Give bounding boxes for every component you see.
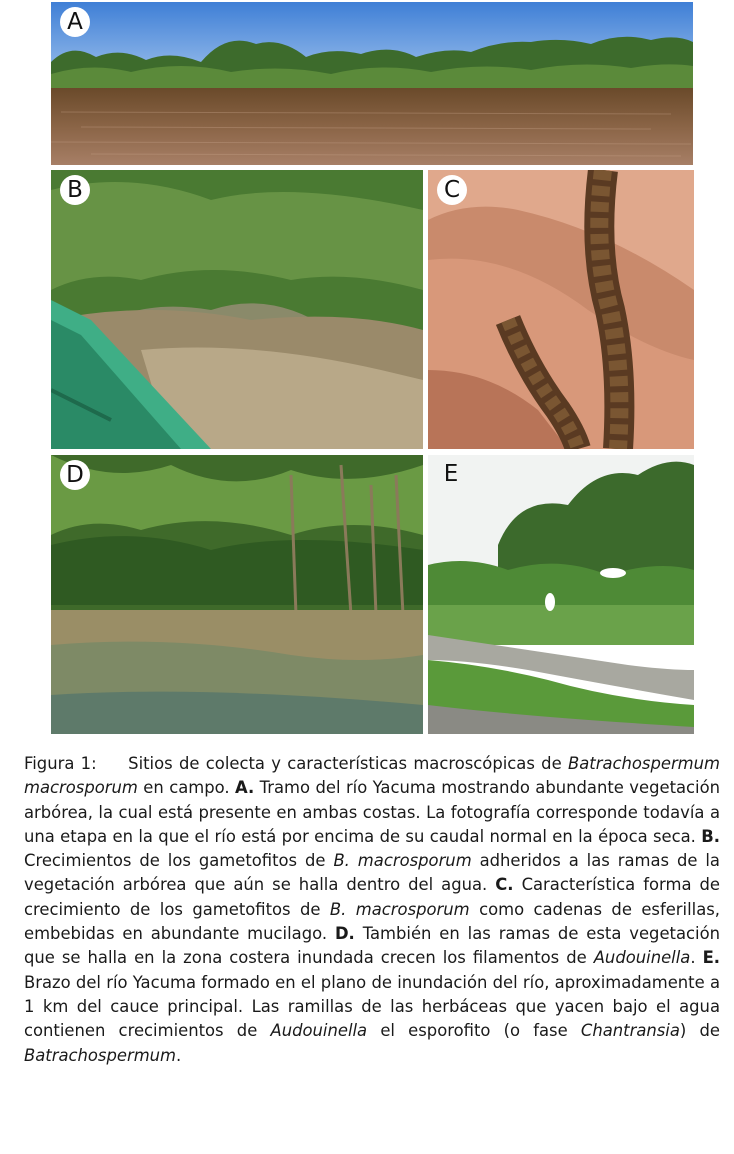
caption-e-genus: Audouinella [270,1021,368,1041]
photo-panel-a [51,2,693,165]
caption-b-label: B. [701,826,720,846]
caption-c-species: B. macrosporum [329,899,470,919]
caption-species: Batrachospermum macrosporum [24,754,720,798]
caption-e-text-1: Brazo del río Yacuma formado en el plano de inundación del río, aproximadamente a 1 km del cauce principal. Las ramillas de las herbáceas que yacen bajo el agua contienen crecimientos de [24,972,720,1041]
caption-c-text-2: como cadenas de esferillas, embebidas en abundante mucilago. [24,899,720,944]
caption-d-label: D. [334,924,355,944]
caption-a-label: A. [235,778,255,798]
caption-d-text-1: También en las ramas de esta vegetación que se halla en la zona costera inundada crecen los filamentos de [24,924,720,968]
river-treeline-photo [51,2,693,165]
panel-label-a: A [60,7,90,37]
gametophyte-closeup-photo [428,170,694,449]
figure-caption [24,752,720,1068]
panel-label-b: B [60,175,90,205]
panel-label-d: D [60,460,90,490]
caption-intro: Sitios de colecta y características macroscópicas de [128,754,562,773]
caption-b-species: B. macrosporum [333,851,472,871]
caption-e-phase: Chantransia [580,1021,680,1041]
photo-panel-b [51,170,423,449]
caption-a-text: Tramo del río Yacuma mostrando abundante vegetación arbórea, la cual está presente en ambas costas. La fotografía corresponde todavía a una etapa en la que el río está por encima de su caudal normal en la época seca. [24,778,721,846]
photo-panel-d [51,455,423,734]
caption-d-genus: Audouinella [593,948,691,968]
flooded-shoreline-photo [51,455,423,734]
caption-b-text-2: adheridos a las ramas de la vegetación arbórea que aún se halla dentro del agua. [24,851,720,895]
boat-bushes-photo [51,170,423,449]
panel-label-c: C [437,175,467,205]
river-arm-egrets-photo [428,455,694,734]
caption-e-text-2: el esporofito (o fase [380,1021,568,1041]
caption-b-text-1: Crecimientos de los gametofitos de [24,851,326,871]
photo-panel-c [428,170,694,449]
figure-label-colon: : [91,754,97,773]
caption-c-text-1: Característica forma de crecimiento de los gametofitos de [24,875,720,919]
caption-e-text-3: ) de [679,1021,721,1041]
caption-paragraph [24,752,720,1068]
caption-e-label: E. [702,948,720,968]
caption-c-label: C. [495,875,514,895]
photo-panel-e [428,455,694,734]
caption-e-text-4: . [176,1045,182,1065]
panel-label-e: E [443,461,459,487]
caption-e-genus2: Batrachospermum [24,1045,177,1065]
figure-label: Figura 1 [24,754,92,773]
caption-d-text-2: . [690,948,696,968]
caption-intro-end: en campo. [143,778,230,798]
